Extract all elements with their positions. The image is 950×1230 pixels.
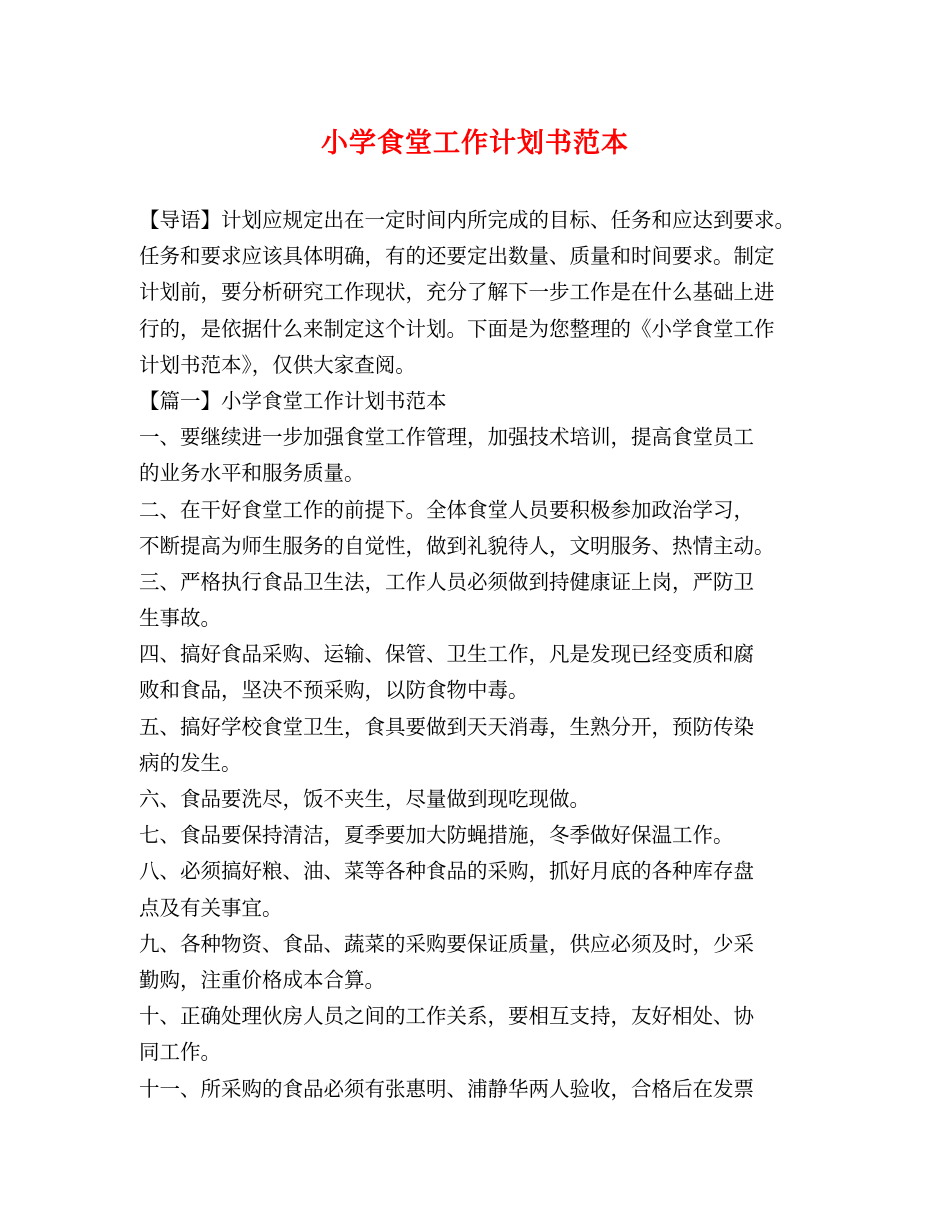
body-line: 【导语】计划应规定出在一定时间内所完成的目标、任务和应达到要求。 (139, 208, 795, 232)
body-line: 行的，是依据什么来制定这个计划。下面是为您整理的《小学食堂工作 (139, 316, 775, 341)
body-line: 九、各种物资、食品、蔬菜的采购要保证质量，供应必须及时，少采 (139, 931, 754, 956)
body-line: 四、搞好食品采购、运输、保管、卫生工作，凡是发现已经变质和腐 (139, 642, 754, 667)
body-line: 一、要继续进一步加强食堂工作管理，加强技术培训，提高食堂员工 (139, 425, 754, 450)
body-line: 计划前，要分析研究工作现状，充分了解下一步工作是在什么基础上进 (139, 280, 775, 305)
body-line: 勤购，注重价格成本合算。 (139, 967, 385, 992)
document-title: 小学食堂工作计划书范本 (321, 128, 629, 159)
body-line: 十、正确处理伙房人员之间的工作关系，要相互支持，友好相处、协 (139, 1004, 754, 1029)
body-line: 生事故。 (139, 606, 221, 631)
body-line: 点及有关事宜。 (139, 895, 283, 920)
body-line: 八、必须搞好粮、油、菜等各种食品的采购，抓好月底的各种库存盘 (139, 859, 754, 884)
document-body (139, 202, 829, 1107)
body-line: 三、严格执行食品卫生法，工作人员必须做到持健康证上岗，严防卫 (139, 569, 754, 594)
body-line: 六、食品要洗尽，饭不夹生，尽量做到现吃现做。 (139, 787, 590, 811)
body-line: 的业务水平和服务质量。 (139, 461, 365, 486)
body-line: 十一、所采购的食品必须有张惠明、浦静华两人验收，合格后在发票 (139, 1076, 754, 1101)
body-line: 二、在干好食堂工作的前提下。全体食堂人员要积极参加政治学习， (139, 497, 754, 522)
body-line: 不断提高为师生服务的自觉性，做到礼貌待人，文明服务、热情主动。 (139, 533, 775, 558)
body-line: 败和食品，坚决不预采购，以防食物中毒。 (139, 678, 529, 703)
body-line: 病的发生。 (139, 750, 242, 775)
body-line: 计划书范本》，仅供大家查阅。 (139, 352, 416, 377)
body-line: 七、食品要保持清洁，夏季要加大防蝇措施，冬季做好保温工作。 (139, 823, 734, 848)
section-heading: 【篇一】小学食堂工作计划书范本 (139, 388, 447, 413)
body-line: 任务和要求应该具体明确，有的还要定出数量、质量和时间要求。制定 (139, 244, 775, 269)
body-line: 同工作。 (139, 1040, 221, 1065)
body-line: 五、搞好学校食堂卫生，食具要做到天天消毒，生熟分开，预防传染 (139, 714, 754, 739)
